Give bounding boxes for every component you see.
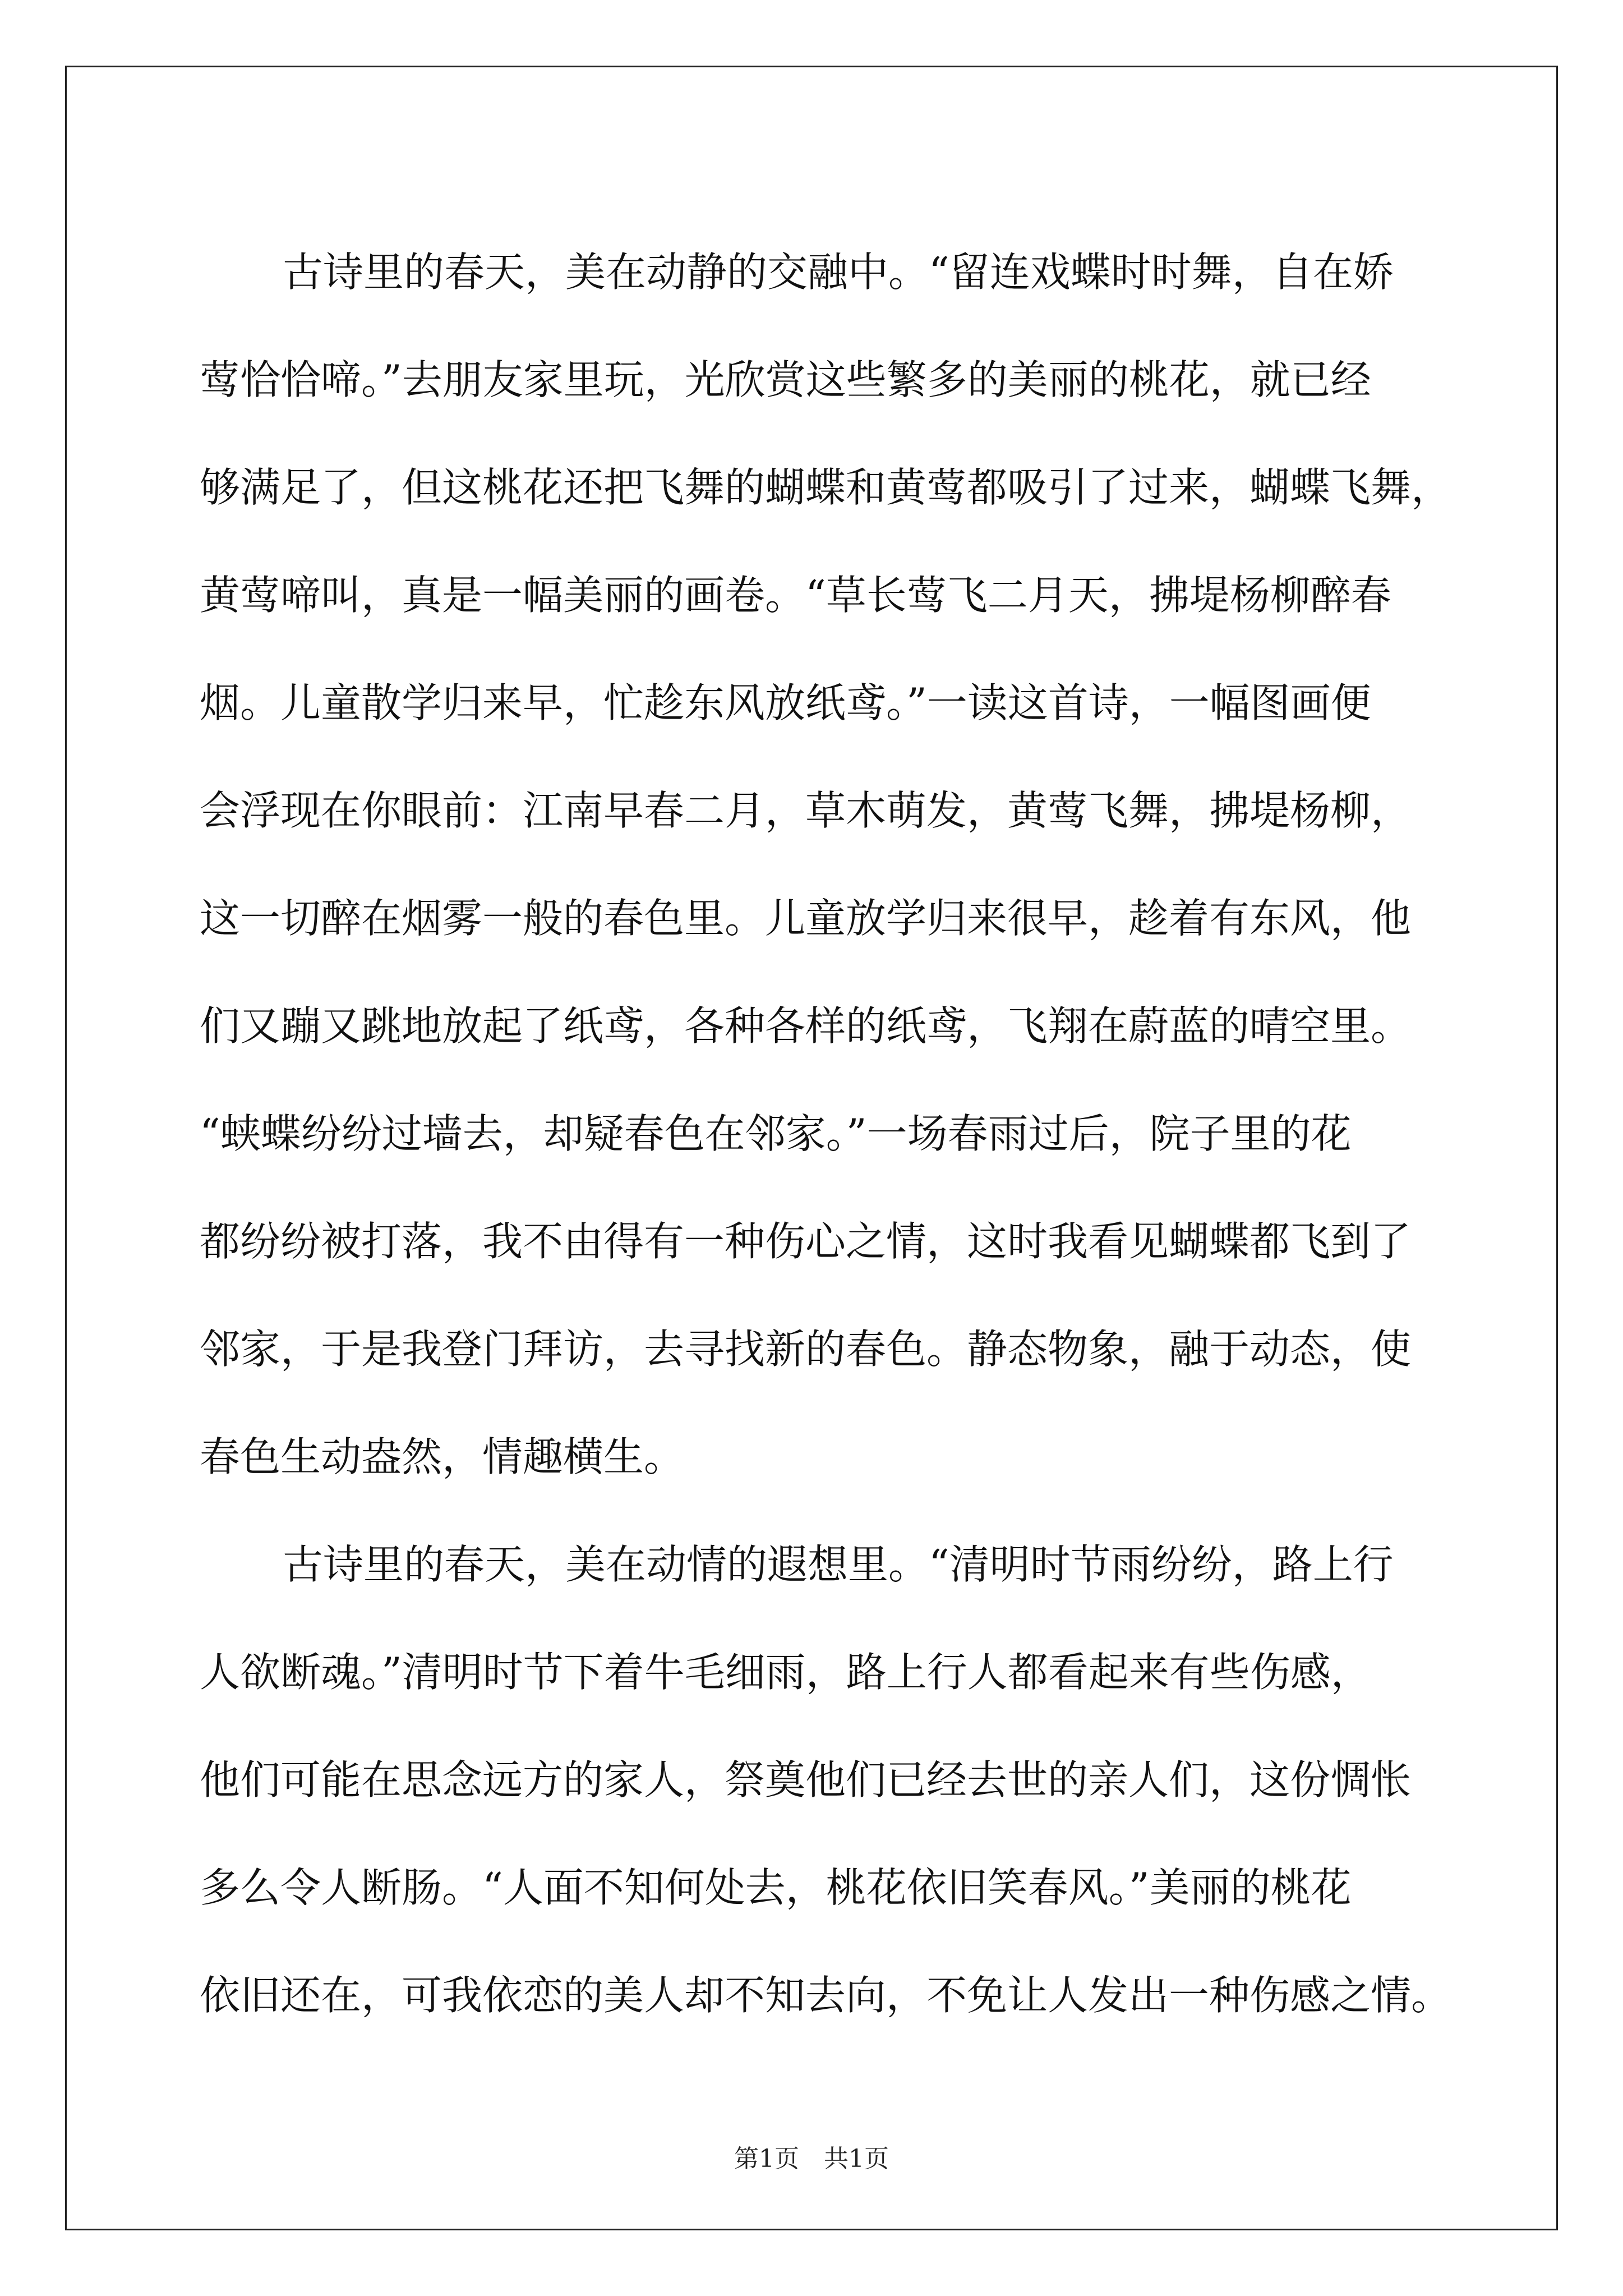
text-line-1: 古诗里的春天，美在动静的交融中。“留连戏蝶时时舞，自在娇	[283, 249, 1394, 296]
text-line-9: “蛱蝶纷纷过墙去，却疑春色在邻家。”一场春雨过后，院子里的花	[200, 1110, 1352, 1157]
document-body	[200, 218, 1452, 2049]
text-line-2: 莺恰恰啼。”去朋友家里玩，光欣赏这些繁多的美丽的桃花，就已经	[200, 356, 1371, 403]
text-line-13: 古诗里的春天，美在动情的遐想里。“清明时节雨纷纷，路上行	[283, 1541, 1394, 1588]
text-line-15: 他们可能在思念远方的家人，祭奠他们已经去世的亲人们，这份惆怅	[200, 1756, 1412, 1803]
text-line-4: 黄莺啼叫，真是一幅美丽的画卷。“草长莺飞二月天，拂堤杨柳醉春	[200, 572, 1391, 619]
text-line-12: 春色生动盎然，情趣横生。	[200, 1433, 685, 1480]
text-line-5: 烟。儿童散学归来早，忙趁东风放纸鸢。”一读这首诗，一幅图画便	[200, 679, 1371, 726]
text-line-11: 邻家，于是我登门拜访，去寻找新的春色。静态物象，融于动态，使	[200, 1326, 1412, 1373]
text-line-6: 会浮现在你眼前：江南早春二月，草木萌发，黄莺飞舞，拂堤杨柳，	[200, 787, 1412, 834]
text-line-10: 都纷纷被打落，我不由得有一种伤心之情，这时我看见蝴蝶都飞到了	[200, 1218, 1412, 1265]
text-line-14: 人欲断魂。”清明时节下着牛毛细雨，路上行人都看起来有些伤感，	[200, 1649, 1371, 1696]
text-line-8: 们又蹦又跳地放起了纸鸢，各种各样的纸鸢，飞翔在蔚蓝的晴空里。	[200, 1002, 1412, 1050]
page-number-footer: 第1页 共1页	[734, 2145, 889, 2173]
text-line-3: 够满足了，但这桃花还把飞舞的蝴蝶和黄莺都吸引了过来，蝴蝶飞舞，	[200, 464, 1452, 511]
text-line-17: 依旧还在，可我依恋的美人却不知去向，不免让人发出一种伤感之情。	[200, 1972, 1452, 2019]
text-line-16: 多么令人断肠。“人面不知何处去，桃花依旧笑春风。”美丽的桃花	[200, 1864, 1352, 1911]
text-line-7: 这一切醉在烟雾一般的春色里。儿童放学归来很早，趁着有东风，他	[200, 895, 1412, 942]
